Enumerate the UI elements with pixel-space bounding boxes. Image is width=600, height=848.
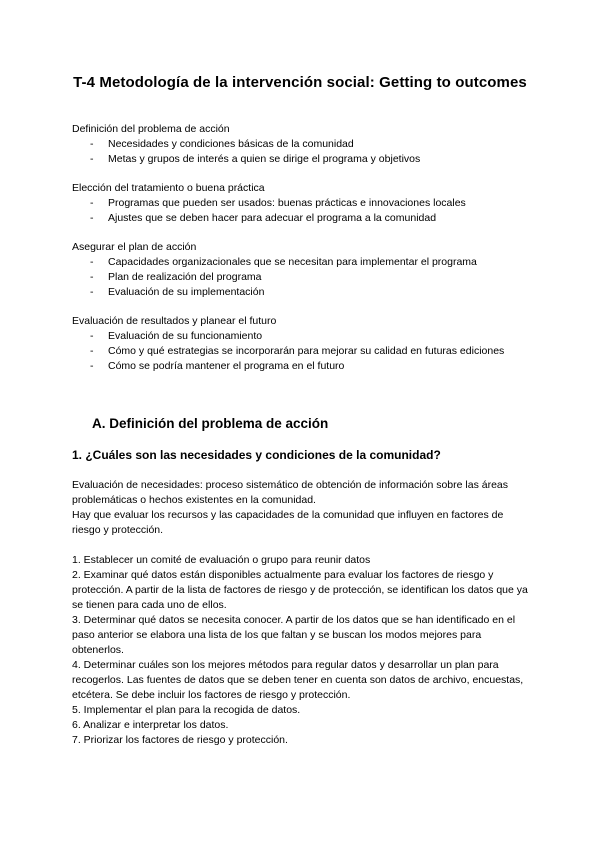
outline-item-text: Evaluación de su implementación	[108, 286, 265, 298]
outline-item	[72, 137, 542, 152]
outline-item	[72, 329, 542, 344]
step-item: 1. Establecer un comité de evaluación o grupo para reunir datos	[72, 554, 371, 566]
section-a-heading: A. Definición del problema de acción	[92, 416, 329, 431]
outline-list	[72, 255, 542, 300]
outline-item	[72, 211, 542, 226]
outline-section-title: Asegurar el plan de acción	[72, 241, 197, 253]
dash-bullet: -	[90, 360, 94, 372]
step-item: 3. Determinar qué datos se necesita conocer. A partir de los datos que se han identificado en el paso anterior se elabora una lista de los que faltan y se buscan los modos mejores para obtenerlos.	[72, 614, 516, 656]
step-item: 6. Analizar e interpretar los datos.	[72, 719, 229, 731]
outline-section	[72, 181, 542, 226]
step-item: 5. Implementar el plan para la recogida de datos.	[72, 704, 301, 716]
outline-item-text: Cómo y qué estrategias se incorporarán para mejorar su calidad en futuras ediciones	[108, 345, 505, 357]
outline-section	[72, 314, 542, 374]
question-1-heading: 1. ¿Cuáles son las necesidades y condiciones de la comunidad?	[72, 448, 441, 462]
outline-section-title: Evaluación de resultados y planear el futuro	[72, 315, 277, 327]
dash-bullet: -	[90, 330, 94, 342]
dash-bullet: -	[90, 212, 94, 224]
outline-item-text: Programas que pueden ser usados: buenas prácticas e innovaciones locales	[108, 197, 466, 209]
outline-item	[72, 270, 542, 285]
outline-item	[72, 255, 542, 270]
dash-bullet: -	[90, 345, 94, 357]
dash-bullet: -	[90, 271, 94, 283]
outline-section	[72, 122, 542, 167]
document-title: T-4 Metodología de la intervención social: Getting to outcomes	[73, 74, 527, 91]
outline-section-title: Elección del tratamiento o buena práctica	[72, 182, 265, 194]
outline-section-title: Definición del problema de acción	[72, 123, 230, 135]
outline-item	[72, 344, 542, 359]
steps-list	[72, 553, 532, 748]
outline-list	[72, 329, 542, 374]
dash-bullet: -	[90, 256, 94, 268]
outline-item-text: Metas y grupos de interés a quien se dirige el programa y objetivos	[108, 153, 421, 165]
dash-bullet: -	[90, 286, 94, 298]
outline-item	[72, 152, 542, 167]
paragraph: Evaluación de necesidades: proceso sistemático de obtención de información sobre las áreas problemáticas o hechos existentes en la comunidad.	[72, 479, 509, 506]
step-item: 7. Priorizar los factores de riesgo y protección.	[72, 734, 288, 746]
outline-list	[72, 196, 542, 226]
step-item: 4. Determinar cuáles son los mejores métodos para regular datos y desarrollar un plan para recogerlos. Las fuentes de datos que se deben tener en cuenta son datos de archivo, encuestas, etcétera. Se debe incluir los factores de riesgo y protección.	[72, 659, 524, 701]
outline-item-text: Evaluación de su funcionamiento	[108, 330, 263, 342]
outline-item-text: Ajustes que se deben hacer para adecuar el programa a la comunidad	[108, 212, 437, 224]
outline-section	[72, 240, 542, 300]
body-text	[72, 478, 532, 748]
outline-item	[72, 285, 542, 300]
dash-bullet: -	[90, 197, 94, 209]
outline-item-text: Capacidades organizacionales que se necesitan para implementar el programa	[108, 256, 477, 268]
outline-item	[72, 196, 542, 211]
dash-bullet: -	[90, 153, 94, 165]
outline-list	[72, 137, 542, 167]
outline-item	[72, 359, 542, 374]
outline-item-text: Necesidades y condiciones básicas de la comunidad	[108, 138, 354, 150]
paragraph: Hay que evaluar los recursos y las capacidades de la comunidad que influyen en factores de riesgo y protección.	[72, 509, 504, 536]
outline	[72, 122, 542, 388]
dash-bullet: -	[90, 138, 94, 150]
outline-item-text: Cómo se podría mantener el programa en el futuro	[108, 360, 345, 372]
step-item: 2. Examinar qué datos están disponibles actualmente para evaluar los factores de riesgo y protección. A partir de la lista de factores de riesgo y de protección, se identifican los datos que ya se tienen para cada uno de ellos.	[72, 569, 528, 611]
outline-item-text: Plan de realización del programa	[108, 271, 262, 283]
